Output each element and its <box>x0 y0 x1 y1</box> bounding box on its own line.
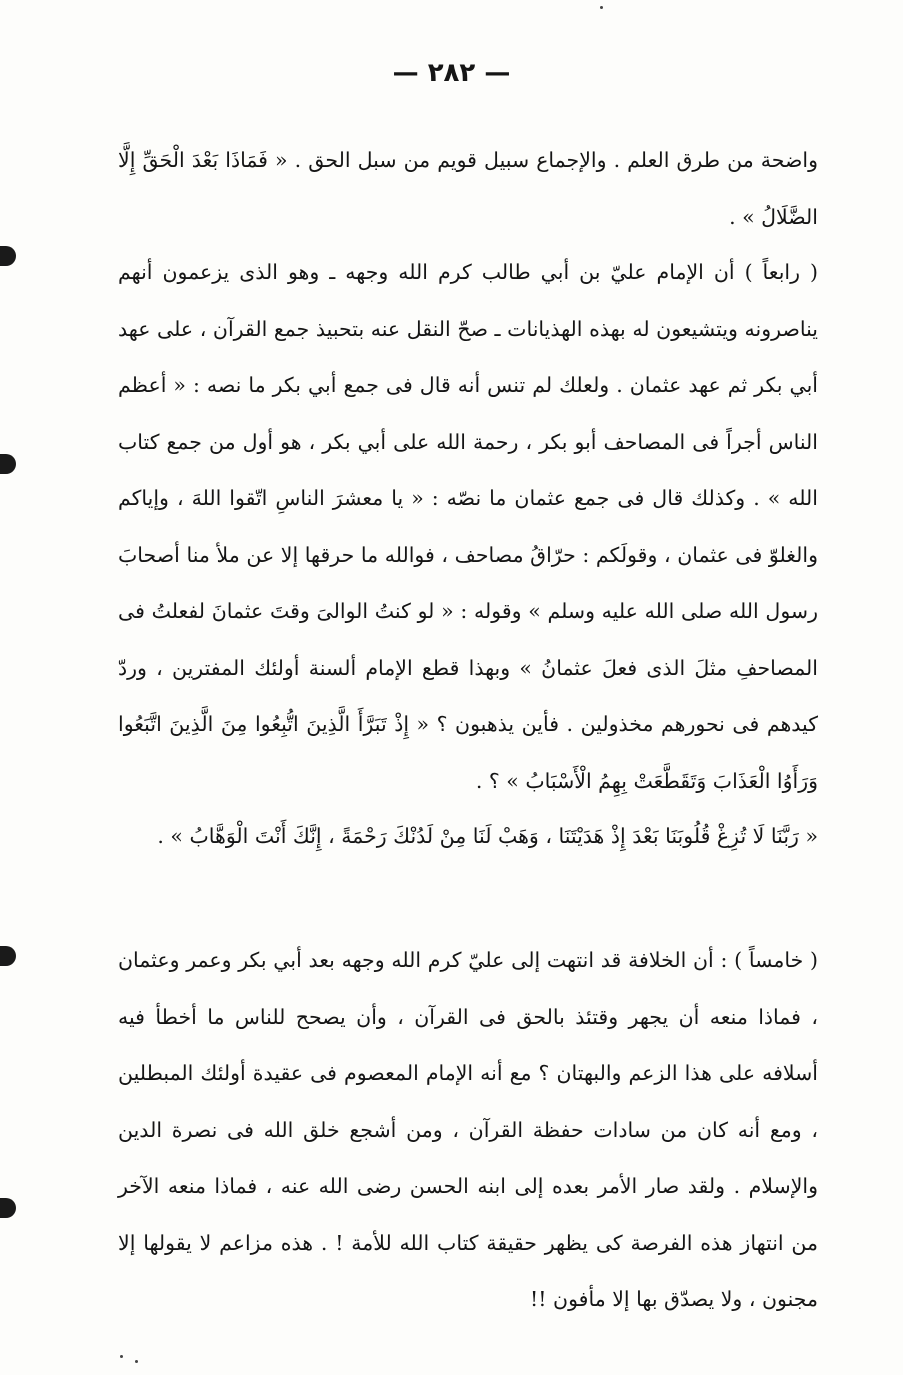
paragraph-fourth-point: ( رابعاً ) أن الإمام عليّ بن أبي طالب كرم الله وجهه ـ وهو الذى يزعمون أنهم يناصرونه ويتشيعون له بهذه الهذيانات ـ صحّ النقل عنه بتحبيذ جمع القرآن ، على عهد أبي بكر ثم عهد عثمان . ولعلك لم تنس أنه قال فى جمع أبي بكر ما نصه : « أعظم الناس أجراً فى المصاحف أبو بكر ، رحمة الله على أبي بكر ، هو أول من جمع كتاب الله » . وكذلك قال فى جمع عثمان ما نصّه : « يا معشرَ الناسِ اتّقوا اللهَ ، وإياكم والغلوّ فى عثمان ، وقولَكم : حرّاقُ مصاحف ، فوالله ما حرقها إلا عن ملأ منا أصحابَ رسول الله صلى الله عليه وسلم » وقوله : « لو كنتُ الوالىَ وقتَ عثمانَ لفعلتُ فى المصاحفِ مثلَ الذى فعلَ عثمانُ » وبهذا قطع الإمام ألسنة أولئك المفترين ، وردّ كيدهم فى نحورهم مخذولين . فأين يذهبون ؟ « إِذْ تَبَرَّأَ الَّذِينَ اتُّبِعُوا مِنَ الَّذِينَ اتَّبَعُوا وَرَأَوُا الْعَذَابَ وَتَقَطَّعَتْ بِهِمُ الْأَسْبَابُ » ؟ . <box>118 260 818 793</box>
binding-mark <box>0 946 16 966</box>
binding-mark <box>0 454 16 474</box>
paragraph-fifth-point: ( خامساً ) : أن الخلافة قد انتهت إلى عليّ كرم الله وجهه بعد أبي بكر وعمر وعثمان ، فماذا منعه أن يجهر وقتئذ بالحق فى القرآن ، وأن يصحح للناس ما أخطأ فيه أسلافه على هذا الزعم والبهتان ؟ مع أنه الإمام المعصوم فى عقيدة أولئك المبطلين ، ومع أنه كان من سادات حفظة القرآن ، ومن أشجع خلق الله فى نصرة الدين والإسلام . ولقد صار الأمر بعده إلى ابنه الحسن رضى الله عنه ، فماذا منعه الآخر من انتهاز هذه الفرصة كى يظهر حقيقة كتاب الله للأمة ! . هذه مزاعم لا يقولها إلا مجنون ، ولا يصدّق بها إلا مأفون !! <box>118 948 818 1311</box>
scan-speck <box>600 6 603 9</box>
binding-mark <box>0 1198 16 1218</box>
scan-speck <box>120 1355 123 1358</box>
paragraph-continuation: واضحة من طرق العلم . والإجماع سبيل قويم من سبل الحق . « فَمَاذَا بَعْدَ الْحَقِّ إِلَّا الضَّلَالُ » . <box>118 148 818 229</box>
paragraph-quran-verse: « رَبَّنَا لَا تُزِغْ قُلُوبَنَا بَعْدَ إِذْ هَدَيْتَنَا ، وَهَبْ لَنَا مِنْ لَدُنْكَ رَحْمَةً ، إِنَّكَ أَنْتَ الْوَهَّابُ » . <box>157 824 818 848</box>
binding-mark <box>0 246 16 266</box>
page-number: — ٢٨٢ — <box>392 58 511 88</box>
scan-speck <box>135 1360 138 1363</box>
